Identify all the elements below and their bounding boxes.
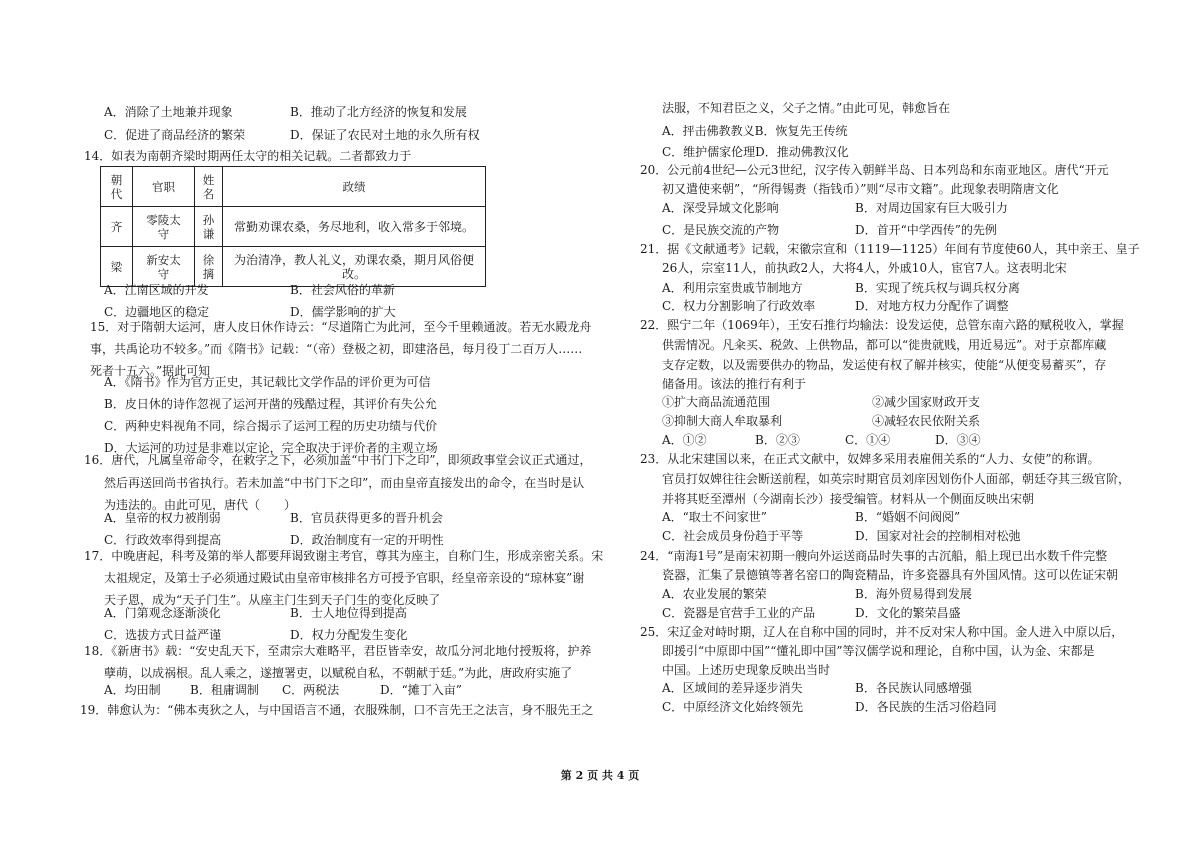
text-line: A．皇帝的权力被削弱: [104, 511, 221, 525]
text-line: 法服，不知君臣之义，父子之情。”由此可见，韩愈旨在: [662, 101, 951, 115]
text-line: C．选拔方式日益严谨: [104, 628, 222, 642]
text-line: B．对周边国家有巨大吸引力: [855, 201, 1008, 215]
text-line: A．门第观念逐渐淡化: [104, 606, 221, 620]
text-line: 天子恩，成为“天子门生”。从座主门生到天子门生的变化反映了: [104, 593, 441, 607]
text-line: A．农业发展的繁荣: [662, 587, 767, 601]
text-line: D．国家对社会的控制相对松弛: [855, 529, 1021, 543]
text-line: D．各民族的生活习俗趋同: [855, 700, 997, 714]
text-line: C．权力分割影响了行政效率: [662, 299, 816, 313]
text-line: B．推动了北方经济的恢复和发展: [290, 105, 467, 119]
text-line: A．①②: [662, 433, 707, 447]
cell-dynasty: 梁: [101, 247, 133, 287]
text-line: 初又遣使来朝”，“所得锡赉（指钱币）”则“尽市文籍”。此现象表明隋唐文化: [662, 182, 1059, 196]
cell-post: 新安太守: [133, 247, 195, 287]
cell-achievement: 常勤劝课农桑，务尽地利，收入常多于邻境。: [223, 207, 486, 247]
text-line: D．“摊丁入亩”: [380, 683, 462, 697]
text-line: C．边疆地区的稳定: [104, 305, 210, 319]
text-line: A．消除了土地兼并现象: [104, 105, 233, 119]
text-line: C．①④: [845, 433, 891, 447]
text-line: D．儒学影响的扩大: [290, 305, 396, 319]
text-line: 25．宋辽金对峙时期，辽人在自称中国的同时，并不反对宋人称中国。金人进入中原以后，: [640, 625, 1124, 639]
text-line: D．③④: [935, 433, 981, 447]
text-line: B．实现了统兵权与调兵权分离: [855, 281, 1020, 295]
text-line: C．两税法: [282, 683, 340, 697]
text-line: B．官员获得更多的晋升机会: [290, 511, 443, 525]
header-post: 官职: [133, 167, 195, 207]
cell-dynasty: 齐: [101, 207, 133, 247]
text-line: A．区域间的差异逐步消失: [662, 681, 803, 695]
table-row: [101, 247, 486, 287]
text-line: 即援引“中原即中国”“懂礼即中国”等汉儒学说和理论，自称中国，认为金、宋都是: [662, 644, 1095, 658]
text-line: 23．从北宋建国以来，在正式文献中，奴婢多采用表雇佣关系的“人力、女使”的称谓。: [640, 452, 1100, 466]
text-line: ①扩大商品流通范围: [662, 395, 771, 409]
text-line: 然后再送回尚书省执行。若未加盖“中书门下之印”，而由皇帝直接发出的命令，在当时是认: [104, 476, 585, 490]
text-line: A．《隋书》作为官方正史，其记载比文学作品的评价更为可信: [104, 375, 431, 389]
text-line: 19．韩愈认为：“佛本夷狄之人，与中国语言不通，衣服殊制，口不言先王之法言，身不服先王之: [80, 703, 594, 717]
text-line: 26人，宗室11人，前执政2人，大将4人，外戚10人，宦官7人。这表明北宋: [662, 261, 1067, 275]
text-line: 15．对于隋朝大运河，唐人皮日休作诗云：“尽道隋亡为此河，至今千里赖通波。若无水殿龙舟: [90, 320, 592, 334]
governor-table: [100, 166, 486, 287]
text-line: D．首开“中学西传”的先例: [855, 223, 997, 237]
text-line: C．行政效率得到提高: [104, 533, 222, 547]
text-line: 支存定数，以及需要供办的物品，发运使有权了解并核实，使能“从便变易蓄买”，存: [662, 358, 1107, 372]
text-line: A．均田制: [104, 683, 161, 697]
text-line: 太祖规定，及第士子必须通过殿试由皇帝审核排名方可授予官职，经皇帝亲设的“琼林宴”谢: [104, 571, 585, 585]
text-line: B．海外贸易得到发展: [855, 587, 972, 601]
text-line: 中国。上述历史现象反映出当时: [662, 663, 831, 677]
text-line: A．深受异域文化影响: [662, 201, 779, 215]
text-line: D．文化的繁荣昌盛: [855, 606, 961, 620]
text-line: C．两种史料视角不同，综合揭示了运河工程的历史功绩与代价: [104, 419, 438, 433]
text-line: 14．如表为南朝齐梁时期两任太守的相关记载。二者都致力于: [84, 149, 412, 163]
table-header-row: [101, 167, 486, 207]
text-line: ③抑制大商人牟取暴利: [662, 414, 783, 428]
text-line: B．各民族认同感增强: [855, 681, 972, 695]
text-line: 21．据《文献通考》记载，宋徽宗宣和（1119—1125）年间有节度使60人，其中亲王、皇子: [640, 242, 1140, 256]
text-line: 并将其贬至潭州（今湖南长沙）接受编管。材料从一个侧面反映出宋朝: [662, 492, 1035, 506]
text-line: D．对地方权力分配作了调整: [855, 299, 1009, 313]
text-line: B．②③: [755, 433, 800, 447]
text-line: A．“取士不问家世”: [662, 510, 767, 524]
header-dynasty: 朝代: [101, 167, 133, 207]
text-line: 24．“南海1号”是南宋初期一艘向外运送商品时失事的古沉船，船上现已出水数千件完整: [640, 549, 1108, 563]
text-line: ④减轻农民依附关系: [872, 414, 981, 428]
text-line: 17．中晚唐起，科考及第的举人都要拜谒致谢主考官，尊其为座主，自称门生，形成亲密关系。宋: [84, 549, 604, 563]
text-line: 为违法的。由此可见，唐代（ ）: [104, 498, 297, 512]
text-line: 20．公元前4世纪—公元3世纪，汉字传入朝鲜半岛、日本列岛和东南亚地区。唐代“开元: [640, 163, 1109, 177]
text-line: B．皮日休的诗作忽视了运河开凿的残酷过程，其评价有失公允: [104, 397, 437, 411]
text-line: C．瓷器是官营手工业的产品: [662, 606, 816, 620]
text-line: C．是民族交流的产物: [662, 223, 780, 237]
text-line: C．中原经济文化始终领先: [662, 700, 804, 714]
text-line: B．租庸调制: [190, 683, 259, 697]
text-line: A．抨击佛教教义B．恢复先王传统: [662, 124, 848, 138]
text-line: D．大运河的功过是非难以定论，完全取决于评价者的主观立场: [104, 441, 438, 455]
text-line: 孽萌，以成祸根。乱人乘之，遂擅署吏，以赋税自私，不朝献于廷。”为此，唐政府实施了: [104, 666, 573, 680]
text-line: B．“婚姻不问阀阅”: [855, 510, 961, 524]
text-line: 供需情况。凡籴买、税敛、上供物品，都可以“徙贵就贱，用近易远”。对于京都库藏: [662, 338, 1107, 352]
header-achievement: 政绩: [223, 167, 486, 207]
table-row: [101, 207, 486, 247]
text-line: A．江南区域的开发: [104, 283, 209, 297]
text-line: 储备用。该法的推行有利于: [662, 377, 807, 391]
text-line: C．促进了商品经济的繁荣: [104, 128, 246, 142]
text-line: 官员打奴婢往往会断送前程，如英宗时期官员刘庠因划伤仆人面部，朝廷夺其三级官阶，: [662, 472, 1131, 486]
cell-achievement: 为治清净，教人礼义，劝课农桑，期月风俗便改。: [223, 247, 486, 287]
cell-post: 零陵太守: [133, 207, 195, 247]
text-line: B．社会风俗的革新: [290, 283, 395, 297]
cell-name: 徐摛: [195, 247, 223, 287]
page-number: 第 2 页 共 4 页: [560, 769, 640, 782]
text-line: A．利用宗室贵戚节制地方: [662, 281, 803, 295]
text-line: D．保证了农民对土地的永久所有权: [290, 128, 480, 142]
text-line: ②减少国家财政开支: [872, 395, 981, 409]
text-line: 死者十五六。”据此可知: [90, 364, 211, 378]
text-line: C．维护儒家伦理D．推动佛教汉化: [662, 145, 849, 159]
text-line: B．士人地位得到提高: [290, 606, 407, 620]
text-line: 事，共禹论功不较多。”而《隋书》记载：“（帝）登极之初，即建洛邑，每月役丁二百万人……: [90, 342, 583, 356]
text-line: D．政治制度有一定的开明性: [290, 533, 444, 547]
text-line: 16．唐代，凡属皇帝命令，在敕字之下，必须加盖“中书门下之印”，即须政事堂会议正式通过，: [84, 453, 592, 467]
text-line: C．社会成员身份趋于平等: [662, 529, 804, 543]
cell-name: 孙谦: [195, 207, 223, 247]
header-name: 姓名: [195, 167, 223, 207]
text-line: 18．《新唐书》载：“安史乱天下，至肃宗大难略平，君臣皆幸安，故瓜分河北地付授叛将，护养: [84, 644, 592, 658]
text-line: 22．熙宁二年（1069年），王安石推行均输法：设发运使，总管东南六路的赋税收入，掌握: [640, 318, 1124, 332]
text-line: 瓷器，汇集了景德镇等著名窑口的陶瓷精品，许多瓷器具有外国风情。这可以佐证宋朝: [662, 568, 1119, 582]
text-line: D．权力分配发生变化: [290, 628, 408, 642]
